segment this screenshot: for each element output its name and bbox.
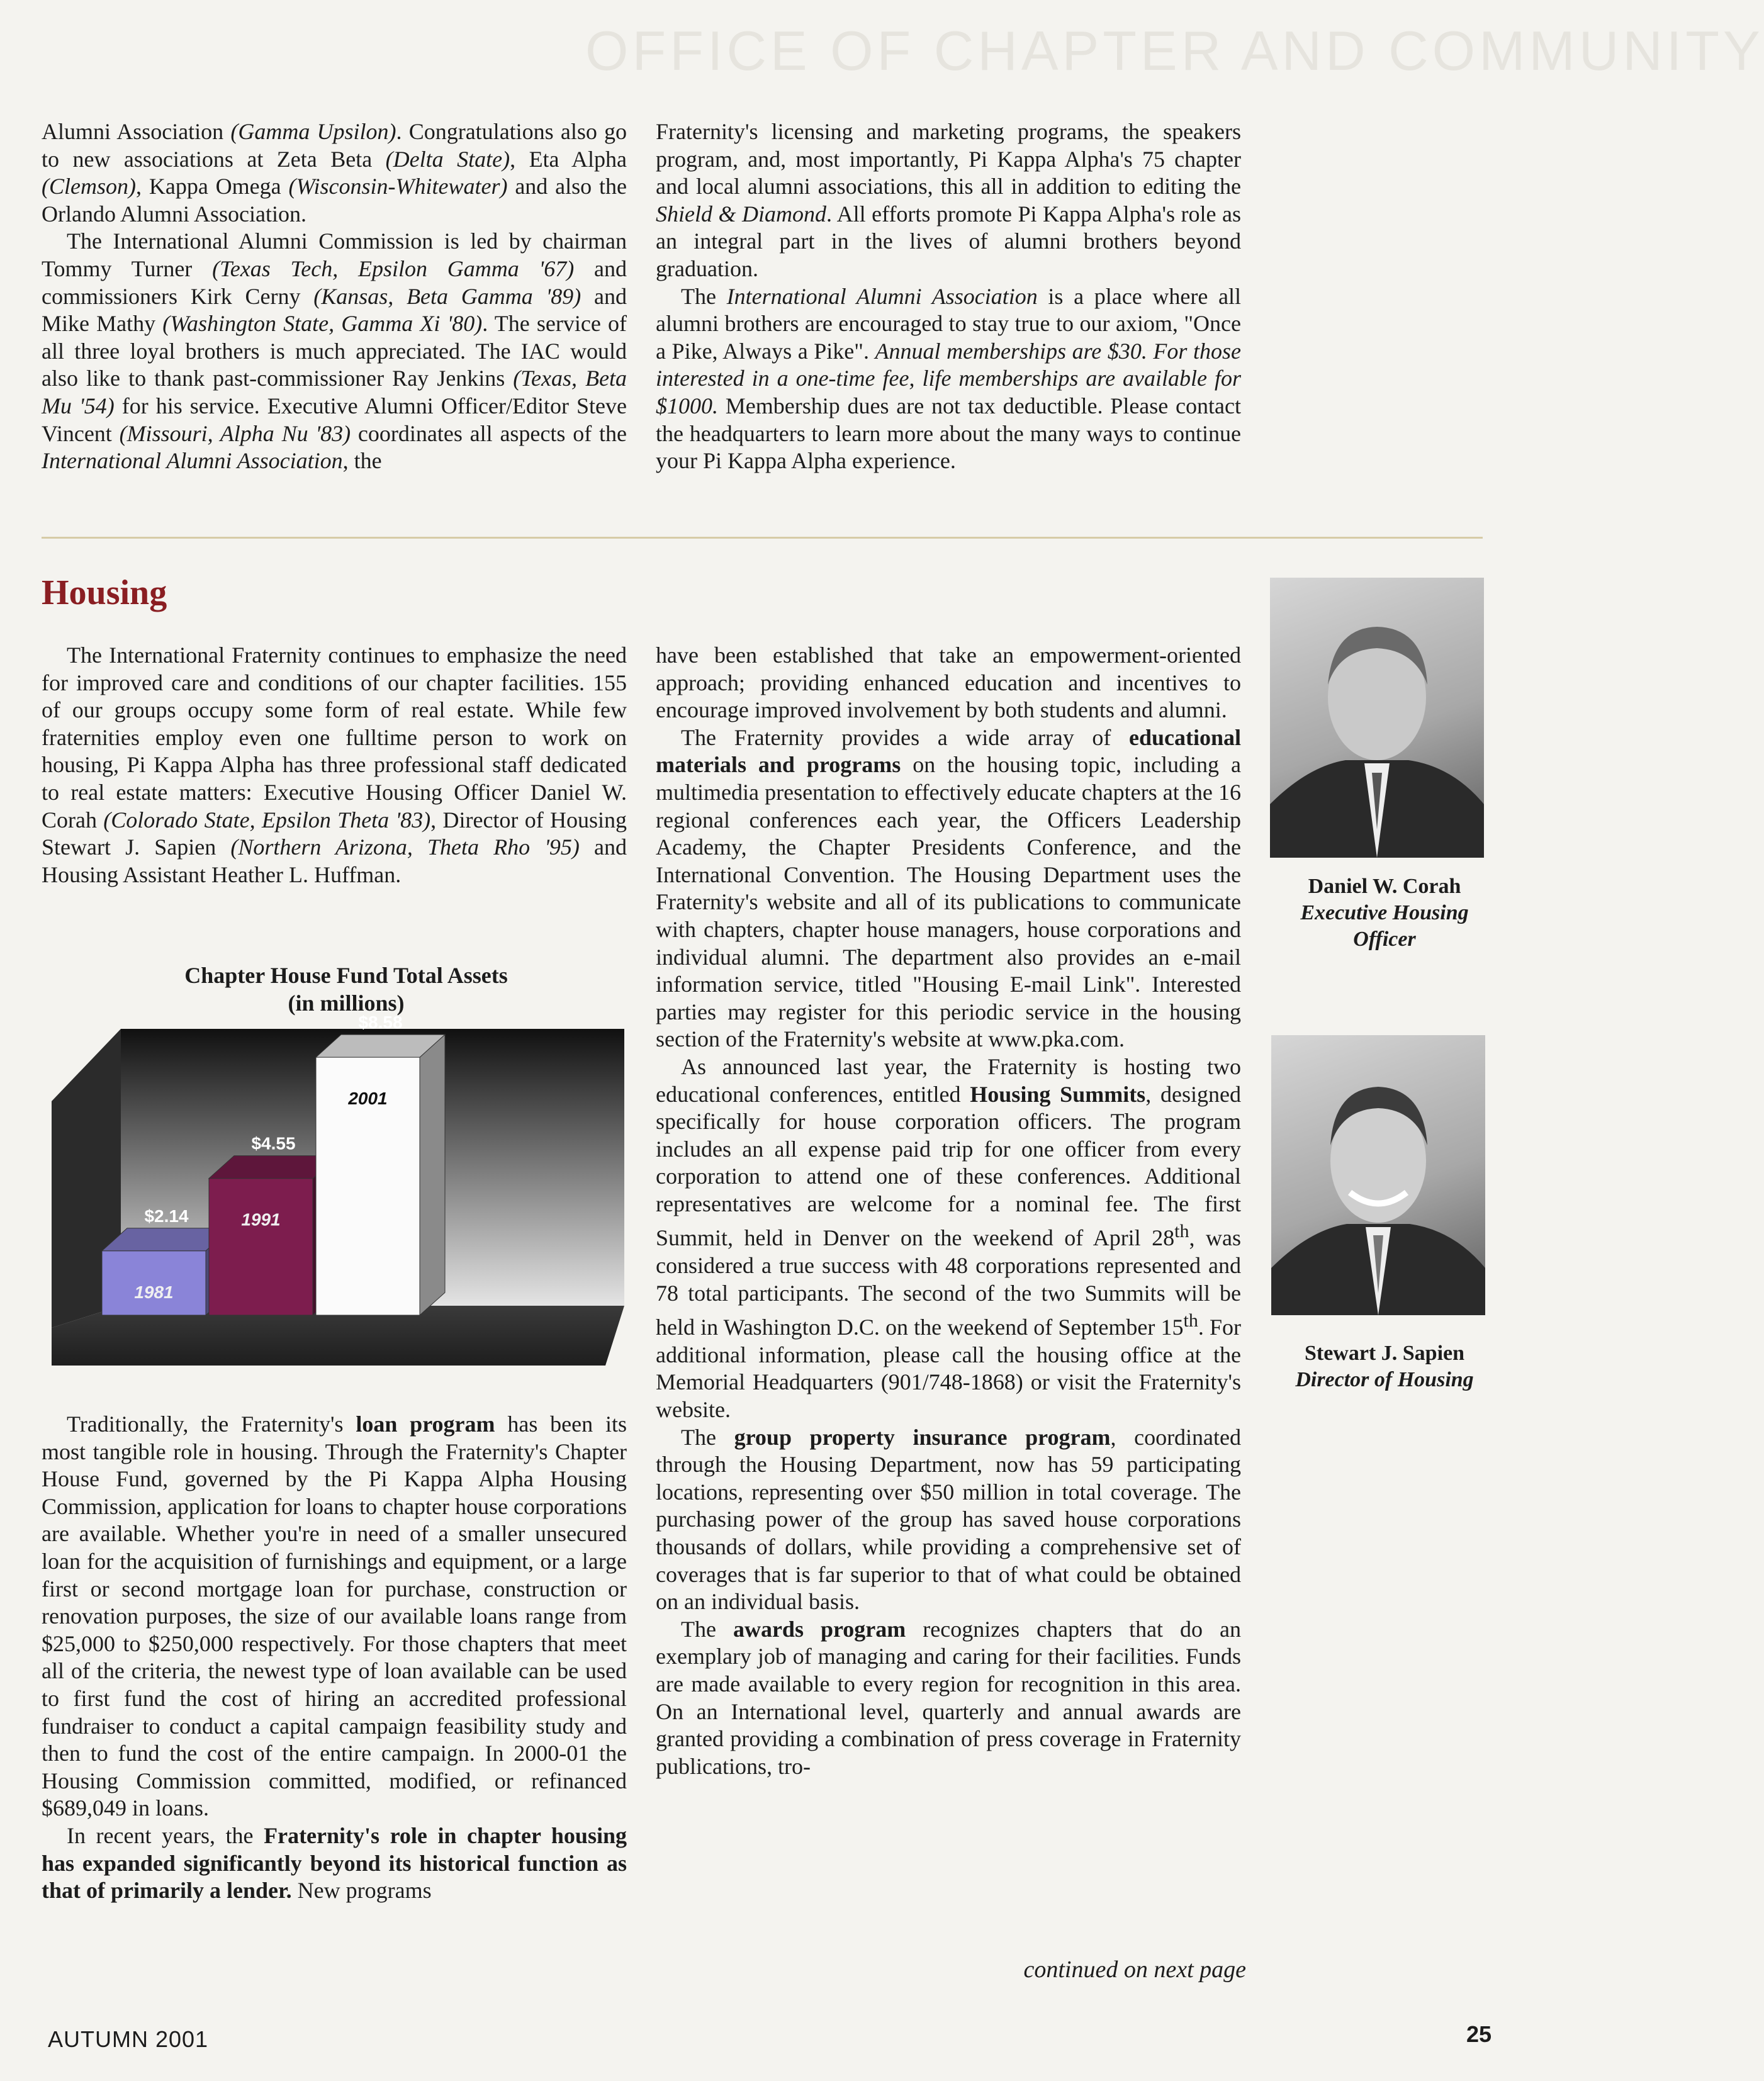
caption-stewart-sapien [1271, 1340, 1498, 1393]
housing-paragraph: The group property insurance program, coordinated through the Housing Department, now has 59 participating locations, representing over $50 million in total coverage. The purchasing power of the group has saved house corporations thousands of dollars, while providing a comprehensive set of coverages that is far superior to that of what could be obtained on an individual basis. [656, 1424, 1242, 1615]
portrait-image [1271, 1035, 1485, 1315]
issue-label: AUTUMN 2001 [48, 2026, 209, 2052]
chart-house-fund-chart [52, 1012, 624, 1366]
housing-paragraph: The Fraternity provides a wide array of educational materials and programs on the housing topic, including a multimedia presentation to effectively educate chapters at the 16 regional conferences each year, the Officers Leadership Academy, the Chapter Presidents Conference, and the International Convention. The Housing Department uses the Fraternity's website and all of its publications to communicate with chapters, chapter house managers, house corporations and individual alumni. The department also provides an e-mail information service, titled "Housing E-mail Link". Interested parties may register for this periodic service in the housing section of the Fraternity's website at www.pka.com. [656, 724, 1241, 1052]
housing-paragraph: have been established that take an empowerment-oriented approach; providing enhanced education and incentives to encourage improved involvement by both students and alumni. [656, 642, 1241, 723]
bar-value-label: $8.58 [358, 1012, 403, 1033]
bar-value-label: $2.14 [144, 1206, 189, 1226]
intro-paragraph: Alumni Association (Gamma Upsilon). Congratulations also go to new associations at Zeta Beta (Delta State), Eta Alpha (Clemson), Kappa Omega (Wisconsin-Whitewater) and also the Orlando Alumni Association. [42, 119, 627, 227]
housing-paragraph: The awards program recognizes chapters that do an exemplary job of managing and caring for their facilities. Funds are made available to every region for recognition in this area. On an International level, quarterly and annual awards are granted providing a combination of press coverage in Fraternity publications, tro- [656, 1616, 1241, 1779]
housing-paragraph: In recent years, the Fraternity's role in chapter housing has expanded significantly beyond its historical function as that of primarily a lender. New programs [42, 1822, 627, 1904]
intro-paragraph: The International Alumni Association is a place where all alumni brothers are encouraged to stay true to our axiom, "Once a Pike, Always a Pike". Annual memberships are $30. For those interested in a one-time fee, life memberships are available for $1000. Membership dues are not tax deductible. Please contact the headquarters to learn more about the many ways to continue your Pi Kappa Alpha experience. [656, 283, 1241, 474]
chart-subtitle-text: (in millions) [288, 990, 405, 1016]
person-name: Daniel W. Corah [1308, 875, 1461, 898]
housing-paragraph: As announced last year, the Fraternity is hosting two educational conferences, entitled Housing Summits, designed specifically for house corporation officers. The program includes an all expense paid trip for one officer from every corporation to attend one of these conferences. Additional representatives are welcome for a nominal fee. The first Summit, held in Denver on the weekend of April 28th, was considered a true success with 48 corporations represented and 78 total participants. The second of the two Summits will be held in Washington D.C. on the weekend of September 15th. For additional information, please call the housing office at the Memorial Headquarters (901/748-1868) or visit the Fraternity's website. [656, 1053, 1242, 1423]
person-role: Executive Housing Officer [1300, 901, 1469, 951]
housing-paragraph: Traditionally, the Fraternity's loan program has been its most tangible role in housing. Through the Fraternity's Chapter House Fund, governed by the Pi Kappa Alpha Housing Commission, application for loans to chapter house corporations are available. Whether you're in need of a smaller unsecured loan for the acquisition of furnishings and equipment, or a large first or second mortgage loan for purchase, construction or renovation purposes, the size of our available loans range from $25,000 to $250,000 respectively. For those chapters that meet all of the criteria, the newest type of loan available can be used to first fund the cost of hiring an accredited professional fundraiser to conduct a capital campaign feasibility study and then to fund the cost of the entire campaign. In 2000-01 the Housing Commission committed, modified, or refinanced $689,049 in loans. [42, 1411, 627, 1821]
chart-title-text: Chapter House Fund Total Assets [184, 963, 508, 988]
intro-column-left [42, 118, 627, 475]
housing-paragraph: The International Fraternity continues to emphasize the need for improved care and conditions of our chapter facilities. 155 of our groups occupy some form of real estate. While few fraternities employ even one fulltime person to work on housing, Pi Kappa Alpha has three professional staff dedicated to real estate matters: Executive Housing Officer Daniel W. Corah (Colorado State, Epsilon Theta '83), Director of Housing Stewart J. Sapien (Northern Arizona, Theta Rho '95) and Housing Assistant Heather L. Huffman. [42, 642, 627, 887]
person-name: Stewart J. Sapien [1304, 1342, 1465, 1365]
housing-column-left-top [42, 642, 627, 889]
bar-1991 [209, 1179, 313, 1315]
housing-column-left-bottom [42, 1411, 627, 1905]
housing-column-right [656, 642, 1241, 1780]
bar-value-label: $4.55 [251, 1133, 296, 1153]
bar-category-label: 2001 [348, 1089, 388, 1109]
continued-note: continued on next page [1023, 1956, 1246, 1983]
person-role: Director of Housing [1295, 1368, 1474, 1391]
faded-header-text: OFFICE OF CHAPTER AND COMMUNITY [585, 20, 1764, 82]
bar-side-2001 [420, 1035, 445, 1315]
photo-stewart-sapien [1271, 1035, 1485, 1315]
intro-paragraph: The International Alumni Commission is led by chairman Tommy Turner (Texas Tech, Epsilon Gamma '67) and commissioners Kirk Cerny (Kansas, Beta Gamma '89) and Mike Mathy (Washington State, Gamma Xi '80). The service of all three loyal brothers is much appreciated. The IAC would also like to thank past-commissioner Ray Jenkins (Texas, Beta Mu '54) for his service. Executive Alumni Officer/Editor Steve Vincent (Missouri, Alpha Nu '83) coordinates all aspects of the International Alumni Association, the [42, 228, 627, 474]
page-number: 25 [1466, 2021, 1492, 2047]
caption-daniel-corah [1271, 873, 1498, 953]
bar-category-label: 1991 [241, 1209, 281, 1230]
section-divider [42, 537, 1483, 539]
portrait-image [1270, 578, 1484, 858]
bar-category-label: 1981 [134, 1282, 174, 1302]
intro-column-right [656, 118, 1241, 475]
section-title-housing: Housing [42, 573, 167, 612]
intro-paragraph: Fraternity's licensing and marketing programs, the speakers program, and, most importantly, Pi Kappa Alpha's 75 chapter and local alumni associations, this all in addition to editing the Shield & Diamond. All efforts promote Pi Kappa Alpha's role as an integral part in the lives of alumni brothers beyond graduation. [656, 119, 1241, 281]
chart-title [76, 962, 617, 1017]
photo-daniel-corah [1270, 578, 1484, 858]
